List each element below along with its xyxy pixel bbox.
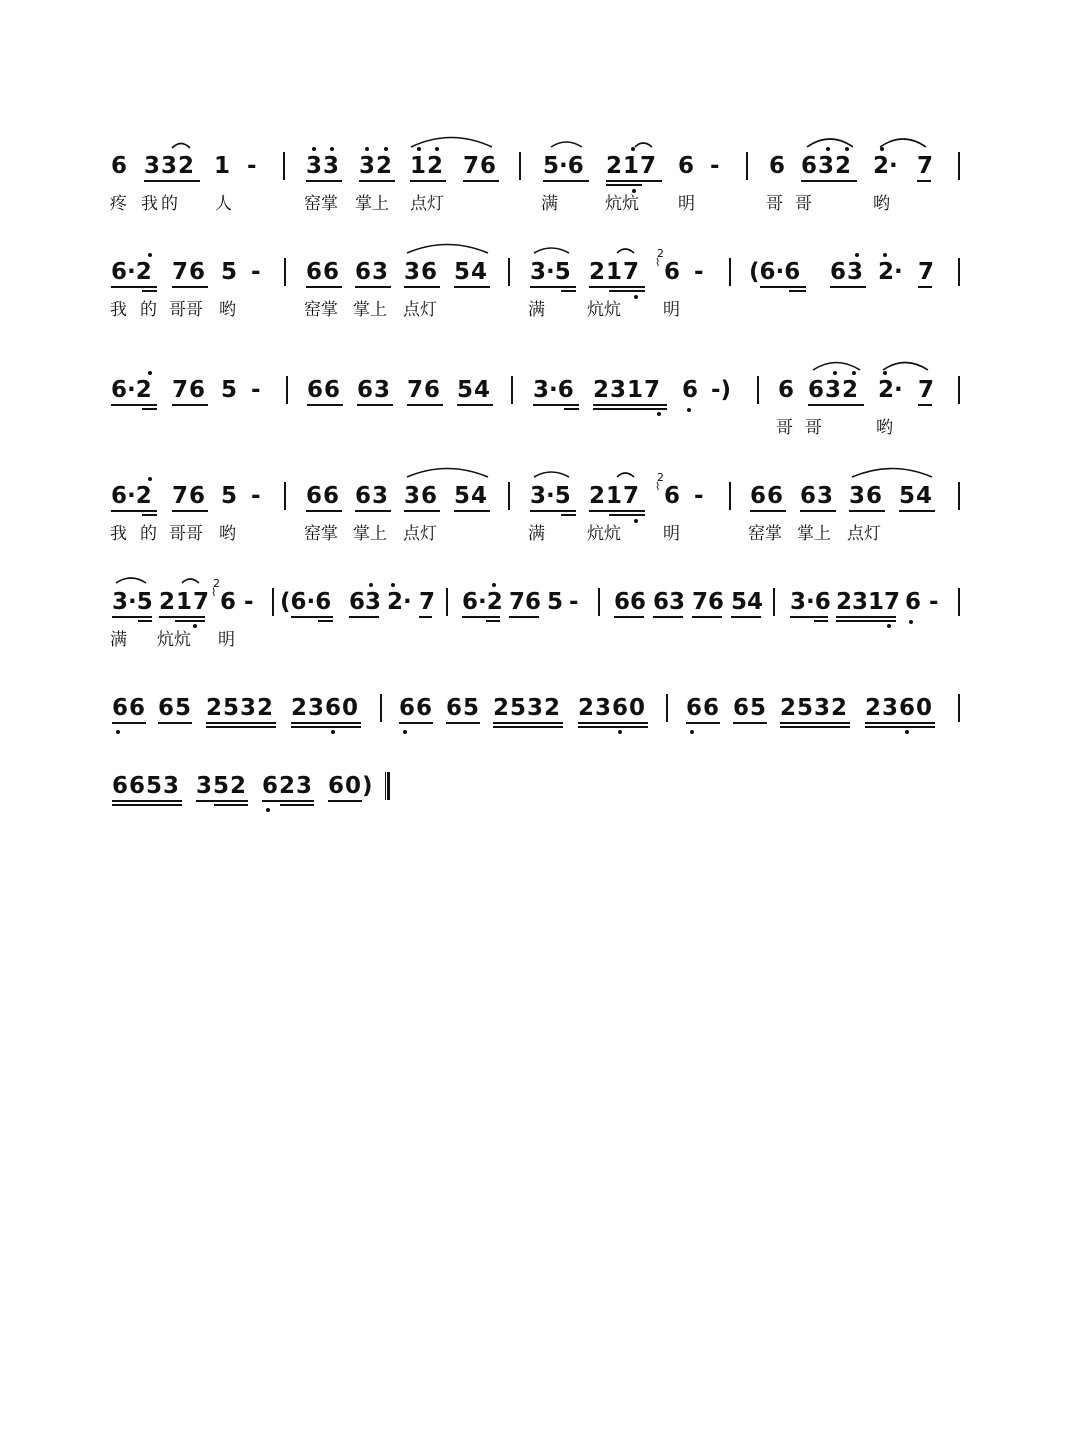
note: 76 <box>407 377 442 403</box>
note: 54 <box>731 589 764 615</box>
note: 66 <box>750 483 785 509</box>
lyric: 我的 <box>141 194 181 214</box>
slur <box>551 142 582 147</box>
note: 2· <box>878 377 903 403</box>
slur <box>534 248 569 253</box>
note: 217 <box>589 259 641 285</box>
slur <box>407 469 488 478</box>
lyric: 窑掌 <box>748 524 782 544</box>
note: 54 <box>454 259 489 285</box>
lyric: 的 <box>140 300 157 320</box>
note: 217 <box>159 589 211 615</box>
note: 76 <box>172 259 207 285</box>
note: 66 <box>307 377 342 403</box>
note: 5 <box>221 259 238 285</box>
lyric: 疼 <box>110 194 127 214</box>
slur <box>880 139 926 147</box>
note: - <box>569 589 579 615</box>
lyric: 满 <box>110 630 127 650</box>
note: 2· <box>873 153 898 179</box>
note: 2317 <box>836 589 901 615</box>
note: 6·2 <box>111 483 152 509</box>
note: - <box>694 259 704 285</box>
lyric: 我 <box>110 524 127 544</box>
note: 217 <box>606 153 658 179</box>
lyric: 满 <box>528 300 545 320</box>
note: 6 <box>778 377 795 403</box>
note: 2360 <box>578 695 647 721</box>
note: 6 <box>664 483 681 509</box>
lyric: 明 <box>663 300 680 320</box>
note: 76 <box>172 483 207 509</box>
note: 54 <box>899 483 934 509</box>
note: 66 <box>306 483 341 509</box>
note: - <box>244 589 254 615</box>
lyric: 炕炕 <box>157 630 191 650</box>
note: 3·6 <box>533 377 574 403</box>
lyric: 窑掌 <box>304 194 338 214</box>
lyric: 我 <box>110 300 127 320</box>
note: 63 <box>357 377 392 403</box>
note: 7 <box>419 589 436 615</box>
note: 3·6 <box>790 589 831 615</box>
lyric: 明 <box>678 194 695 214</box>
grace-note: 2 <box>213 577 220 590</box>
note: 6 <box>769 153 786 179</box>
note: 2532 <box>206 695 275 721</box>
note: 60) <box>328 773 374 799</box>
note: 66 <box>614 589 647 615</box>
note: 6653 <box>112 773 181 799</box>
note: 65 <box>733 695 768 721</box>
note: 7 <box>917 153 934 179</box>
lyric: 哥哥 <box>776 418 834 438</box>
note: 76 <box>509 589 542 615</box>
note: 3·5 <box>112 589 153 615</box>
grace-mark: ⌇ <box>655 480 661 493</box>
lyric: 人 <box>215 194 232 214</box>
note: 6 <box>664 259 681 285</box>
slur <box>617 249 634 253</box>
note: 54 <box>457 377 492 403</box>
lyric: 点灯 <box>403 300 437 320</box>
slur <box>807 139 853 147</box>
lyric: 哥哥 <box>766 194 824 214</box>
note: 7 <box>918 377 935 403</box>
lyric: 掌上 <box>797 524 831 544</box>
lyric: 掌上 <box>355 194 389 214</box>
note: 66 <box>399 695 434 721</box>
note: 65 <box>446 695 481 721</box>
lyric: 炕炕 <box>587 300 621 320</box>
note: 2317 <box>593 377 662 403</box>
slur <box>617 473 634 477</box>
note: 6·2 <box>111 259 152 285</box>
slur <box>883 363 928 371</box>
note: - <box>251 377 261 403</box>
note: 36 <box>404 483 439 509</box>
note: 76 <box>172 377 207 403</box>
slur <box>407 245 488 254</box>
note: 2360 <box>865 695 934 721</box>
slur <box>411 138 492 148</box>
lyric: 掌上 <box>353 300 387 320</box>
note: 36 <box>849 483 884 509</box>
note: 2532 <box>780 695 849 721</box>
lyric: 满 <box>541 194 558 214</box>
note: 623 <box>262 773 314 799</box>
lyric: 哟 <box>219 524 236 544</box>
grace-mark: ⌇ <box>211 586 217 599</box>
note: 76 <box>463 153 498 179</box>
note: 5 <box>221 377 238 403</box>
slur <box>635 143 652 147</box>
lyric: 的 <box>140 524 157 544</box>
note: 66 <box>686 695 721 721</box>
note: 2· <box>387 589 412 615</box>
slur <box>852 469 932 478</box>
note: 5 <box>547 589 564 615</box>
slur <box>116 578 146 583</box>
note: 6·2 <box>462 589 503 615</box>
lyric: 掌上 <box>353 524 387 544</box>
lyric: 点灯 <box>410 194 444 214</box>
note: 6·2 <box>111 377 152 403</box>
grace-note: 2 <box>657 471 664 484</box>
slur <box>534 472 569 477</box>
note: 33 <box>306 153 341 179</box>
note: -) <box>711 377 732 403</box>
lyric: 窑掌 <box>304 524 338 544</box>
note: 65 <box>158 695 193 721</box>
note: 63 <box>653 589 686 615</box>
note: 66 <box>112 695 147 721</box>
lyric: 哥哥 <box>169 524 203 544</box>
note: 63 <box>830 259 865 285</box>
lyric: 点灯 <box>847 524 881 544</box>
lyric: 炕炕 <box>587 524 621 544</box>
lyric: 明 <box>218 630 235 650</box>
note: 36 <box>404 259 439 285</box>
note: 632 <box>801 153 853 179</box>
note: 632 <box>808 377 860 403</box>
note: 332 <box>144 153 196 179</box>
note: 217 <box>589 483 641 509</box>
note: 6 <box>905 589 922 615</box>
note: (6·6 <box>749 259 801 285</box>
note: 3·5 <box>530 483 571 509</box>
slur <box>172 144 190 149</box>
note: 63 <box>800 483 835 509</box>
note: 32 <box>359 153 394 179</box>
note: - <box>710 153 720 179</box>
lyric: 满 <box>528 524 545 544</box>
note: (6·6 <box>280 589 332 615</box>
note: 63 <box>355 259 390 285</box>
note: 3·5 <box>530 259 571 285</box>
note: - <box>251 259 261 285</box>
lyric: 窑掌 <box>304 300 338 320</box>
note: 2· <box>878 259 903 285</box>
lyric: 炕炕 <box>605 194 639 214</box>
note: 5·6 <box>543 153 584 179</box>
lyric: 哟 <box>219 300 236 320</box>
note: 63 <box>349 589 382 615</box>
slur <box>182 579 199 583</box>
note: 5 <box>221 483 238 509</box>
note: 6 <box>678 153 695 179</box>
note: 6 <box>111 153 128 179</box>
note: - <box>247 153 257 179</box>
lyric: 哟 <box>876 418 893 438</box>
note: 54 <box>454 483 489 509</box>
lyric: 哥哥 <box>169 300 203 320</box>
grace-note: 2 <box>657 247 664 260</box>
note: - <box>929 589 939 615</box>
grace-mark: ⌇ <box>655 256 661 269</box>
note: - <box>251 483 261 509</box>
lyric: 明 <box>663 524 680 544</box>
note: 1 <box>214 153 231 179</box>
note: 63 <box>355 483 390 509</box>
lyric: 哟 <box>873 194 890 214</box>
note: 6 <box>220 589 237 615</box>
note: - <box>694 483 704 509</box>
note: 12 <box>410 153 445 179</box>
note: 352 <box>196 773 248 799</box>
note: 6 <box>682 377 699 403</box>
note: 2532 <box>493 695 562 721</box>
note: 2360 <box>291 695 360 721</box>
slur <box>813 363 860 371</box>
note: 7 <box>918 259 935 285</box>
note: 76 <box>692 589 725 615</box>
note: 66 <box>306 259 341 285</box>
lyric: 点灯 <box>403 524 437 544</box>
